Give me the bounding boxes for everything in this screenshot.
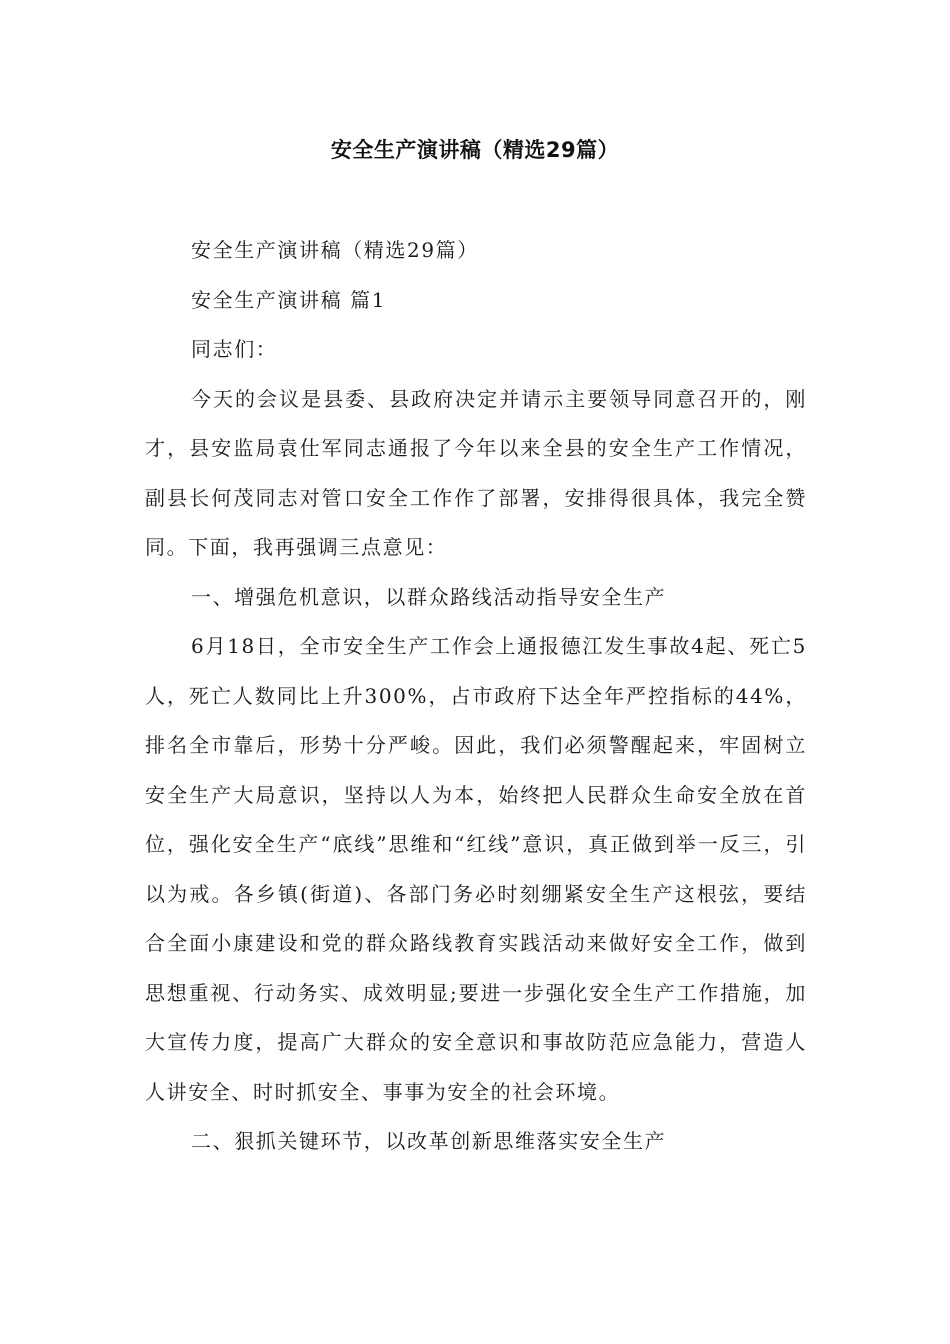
paragraph-point-one-body: 6月18日，全市安全生产工作会上通报德江发生事故4起、死亡5人，死亡人数同比上升300%，占市政府下达全年严控指标的44%，排名全市靠后，形势十分严峻。因此，我们必须警醒起来，牢固树立安全生产大局意识，坚持以人为本，始终把人民群众生命安全放在首位，强化安全生产“底线”思维和“红线”意识，真正做到举一反三，引以为戒。各乡镇(街道)、各部门务必时刻绷紧安全生产这根弦，要结合全面小康建设和党的群众路线教育实践活动来做好安全工作，做到思想重视、行动务实、成效明显;要进一步强化安全生产工作措施，加大宣传力度，提高广大群众的安全意识和事故防范应急能力，营造人人讲安全、时时抓安全、事事为安全的社会环境。 xyxy=(145,634,807,1104)
paragraph-salutation: 同志们： xyxy=(191,337,278,361)
paragraph-point-two-heading: 二、狠抓关键环节，以改革创新思维落实安全生产 xyxy=(191,1129,667,1153)
paragraph-point-one-heading: 一、增强危机意识，以群众路线活动指导安全生产 xyxy=(191,584,667,609)
paragraph-opening: 今天的会议是县委、县政府决定并请示主要领导同意召开的，刚才，县安监局袁仕军同志通报了今年以来全县的安全生产工作情况，副县长何茂同志对管口安全工作作了部署，安排得很具体，我完全赞同。下面，我再强调三点意见： xyxy=(145,386,807,559)
document-title: 安全生产演讲稿（精选29篇） xyxy=(330,138,620,162)
paragraph-section-heading: 安全生产演讲稿 篇1 xyxy=(191,287,387,312)
paragraph-subtitle: 安全生产演讲稿（精选29篇） xyxy=(191,238,479,262)
document-body xyxy=(145,226,807,1167)
